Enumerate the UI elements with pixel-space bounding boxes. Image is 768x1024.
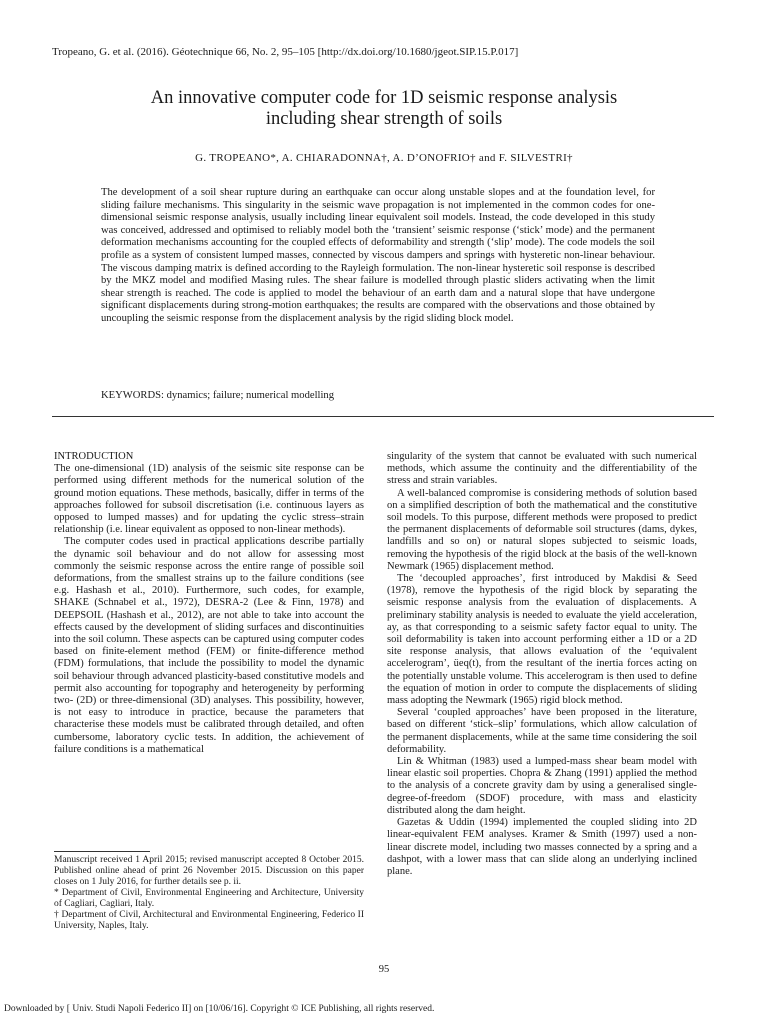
affiliation-cagliari: * Department of Civil, Environmental Engineering and Architecture, University of Cagliari, Cagliari, Italy. (54, 888, 364, 909)
title-line-2: including shear strength of soils (265, 109, 503, 129)
paragraph: The computer codes used in practical applications describe partially the dynamic soil behaviour and do not allow for assessing most commonly the seismic response across the entire range of possible soil deformations, from the smallest strains up to the failure conditions (see e.g. Hashash et al., 2010). Furthermore, such codes, for example, SHAKE (Schnabel et al., 1972), DESRA-2 (Lee & Finn, 1978) and DEEPSOIL (Hashash et al., 2012), are not able to take into account the effects caused by the development of sliding surfaces and discontinuities into the soil column. These aspects can be captured using computer codes based on finite-element method (FEM) or finite-difference method (FDM) formulations, that include the possibility to model the dynamic soil behaviour through advanced plasticity-based constitutive models and permit also accounting for topography and heterogeneity by performing two- (2D) or three-dimensional (3D) analyses. This possibility, however, is not easy to introduce in practice, because the parameters that characterise these models must be calibrated through detailed, and often cumbersome, laboratory cyclic tests. In addition, the achievement of failure conditions is a mathematical (54, 536, 364, 755)
paragraph: A well-balanced compromise is considering methods of solution based on a simplified description of both the mathematical and the constitutive soil models. To this purpose, different methods were proposed to predict the permanent displacements of deformable soil structures (dams, dykes, landfills and so on) or natural slopes subjected to seismic loads, removing the hypothesis of the rigid block at the basis of the well-known Newmark (1965) displacement method. (387, 487, 697, 572)
page-number: 95 (378, 964, 390, 975)
section-divider (52, 416, 714, 417)
paragraph: singularity of the system that cannot be evaluated with such numerical methods, which assume the continuity and the differentiability of the stress and strain variables. (387, 451, 697, 487)
author-list: G. TROPEANO*, A. CHIARADONNA†, A. D’ONOFRIO† and F. SILVESTRI† (195, 152, 573, 164)
paragraph: Gazetas & Uddin (1994) implemented the coupled sliding into 2D linear-equivalent FEM analyses. Kramer & Smith (1997) used a non-linear discrete model, including two masses connected by a spring and a dashpot, with a lower mass that can slide along an underlying inclined plane. (387, 817, 697, 877)
footnotes (54, 855, 364, 932)
title-line-1: An innovative computer code for 1D seismic response analysis (150, 88, 618, 108)
paragraph: Lin & Whitman (1983) used a lumped-mass shear beam model with linear elastic soil properties. Chopra & Zhang (1991) applied the method to the analysis of a concrete gravity dam by using a generalised single-degree-of-freedom (SDOF) procedure, with mass and elasticity distributed along the dam height. (387, 756, 697, 816)
right-column (387, 451, 697, 878)
left-column (54, 451, 364, 756)
paragraph: Several ‘coupled approaches’ have been proposed in the literature, based on different ‘stick–slip’ formulations, which allow calculation of the permanent displacements, while at the same time considering the soil deformability. (387, 707, 697, 755)
affiliation-naples: † Department of Civil, Architectural and Environmental Engineering, Federico II University, Naples, Italy. (54, 910, 364, 931)
footnote-divider (54, 851, 150, 852)
manuscript-note: Manuscript received 1 April 2015; revised manuscript accepted 8 October 2015. Published online ahead of print 26 November 2015. Discussion on this paper closes on 1 July 2016, for further details see p. ii. (54, 855, 364, 887)
citation-header: Tropeano, G. et al. (2016). Géotechnique 66, No. 2, 95–105 [http://dx.doi.org/10.1680/jgeot.SIP.15.P.017] (52, 46, 519, 58)
paper-title (40, 88, 728, 130)
paragraph: The one-dimensional (1D) analysis of the seismic site response can be performed using different methods for the numerical solution of the ground motion equations. These methods, basically, differ in terms of the approaches followed for subsoil discretisation (i.e. continuous layers as opposed to lumped masses) and for updating the cyclic stress–strain relationship (i.e. linear equivalent as opposed to non-linear methods). (54, 463, 364, 536)
paragraph: The ‘decoupled approaches’, first introduced by Makdisi & Seed (1978), remove the hypothesis of the rigid block by separating the seismic response analysis from the evaluation of displacements. A preliminary stability analysis is needed to evaluate the yield acceleration, ay, as that corresponding to a seismic safety factor equal to unity. The soil deformability is taken into account performing either a 1D or a 2D site response analysis, that allows evaluation of the ‘equivalent accelerogram’, üeq(t), from the resultant of the inertia forces acting on the potentially unstable volume. This accelerogram is then used to define the equation of motion in order to compute the displacements of sliding mass adopting the Newmark (1965) rigid block method. (387, 573, 697, 707)
section-heading-introduction: INTRODUCTION (54, 451, 134, 462)
download-note: Downloaded by [ Univ. Studi Napoli Federico II] on [10/06/16]. Copyright © ICE Publishing, all rights reserved. (4, 1004, 435, 1014)
keywords: KEYWORDS: dynamics; failure; numerical modelling (101, 390, 335, 401)
abstract: The development of a soil shear rupture during an earthquake can occur along unstable slopes and at the foundation level, for sliding failure mechanisms. This singularity in the seismic wave propagation is not implemented in the common codes for one-dimensional seismic response analysis, usually including linear equivalent soil models. Instead, the code developed in this study was conceived, addressed and optimised to reliably model both the ‘transient’ seismic response (‘stick’ mode) and the permanent deformation mechanisms accounting for the coupled effects of deformability and strength (‘slip’ mode). The code models the soil profile as a system of consistent lumped masses, connected by viscous dampers and springs with hysteretic non-linear behaviour. The viscous damping matrix is defined according to the Rayleigh formulation. The non-linear hysteretic soil response is described by the MKZ model and modified Masing rules. The shear failure is modelled through plastic sliders activating when the limit shear strength is reached. The code is applied to model the behaviour of an earth dam and a natural slope that have undergone significant displacements during strong-motion earthquakes; the results are compared with the observations and those obtained by uncoupling the seismic response from the displacement analysis by the rigid sliding block model. (101, 187, 655, 324)
